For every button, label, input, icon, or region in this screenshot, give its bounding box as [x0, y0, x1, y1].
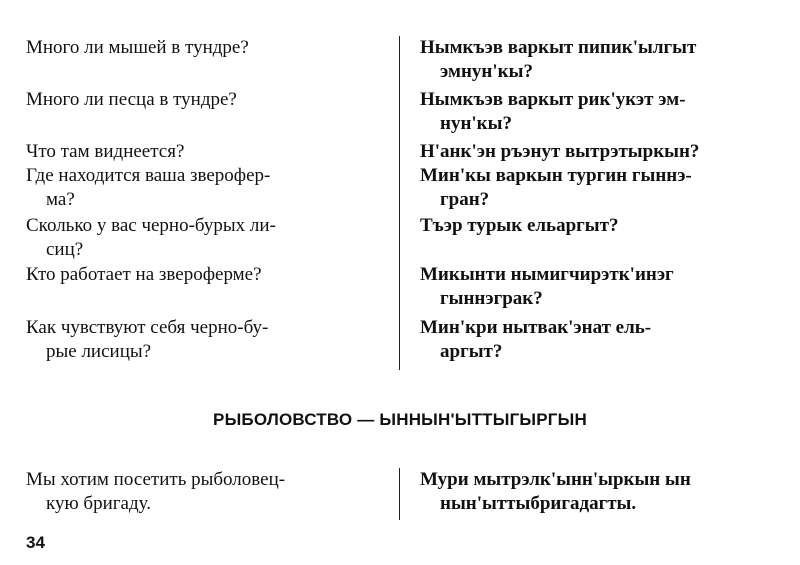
ch-line: Мин'кри нытвак'энат ель-	[420, 317, 652, 338]
ch-line: эмнун'кы?	[440, 61, 533, 82]
column-divider	[399, 36, 400, 370]
ru-line: ма?	[46, 189, 75, 210]
ru-line: рые лисицы?	[46, 341, 152, 362]
ru-line: кую бригаду.	[46, 493, 151, 514]
ru-line: Как чувствуют себя черно-бу-	[26, 317, 269, 338]
ch-line: аргыт?	[440, 341, 503, 362]
ru-line: Много ли мышей в тундре?	[26, 37, 249, 58]
ch-line: Нымкъэв варкыт рик'укэт эм-	[420, 89, 686, 110]
ru-line: Мы хотим посетить рыболовец-	[26, 469, 286, 490]
ch-line: нун'кы?	[440, 113, 512, 134]
ch-line: гыннэграк?	[440, 288, 543, 309]
ch-line: нын'ыттыбригадагты.	[440, 493, 637, 514]
column-divider	[399, 468, 400, 520]
ru-line: сиц?	[46, 239, 84, 260]
ru-line: Сколько у вас черно-бурых ли-	[26, 215, 276, 236]
ru-line: Где находится ваша зверофер-	[26, 165, 271, 186]
ch-line: Нымкъэв варкыт пипик'ылгыт	[420, 37, 697, 58]
ch-line: Н'анк'эн ръэнут вытрэтыркын?	[420, 141, 700, 162]
ch-line: гран?	[440, 189, 490, 210]
page-number: 34	[26, 533, 45, 552]
ch-line: Тъэр турык ельаргыт?	[420, 215, 619, 236]
ru-line: Что там виднеется?	[26, 141, 185, 162]
ch-line: Мин'кы варкын тургин гыннэ-	[420, 165, 692, 186]
section-heading: РЫБОЛОВСТВО — ЫННЫН'ЫТТЫГЫРГЫН	[213, 410, 587, 429]
ru-line: Много ли песца в тундре?	[26, 89, 237, 110]
ch-line: Микынти нымигчирэтк'инэг	[420, 264, 674, 285]
ru-line: Кто работает на звероферме?	[26, 264, 262, 285]
ch-line: Мури мытрэлк'ынн'ыркын ын	[420, 469, 691, 490]
